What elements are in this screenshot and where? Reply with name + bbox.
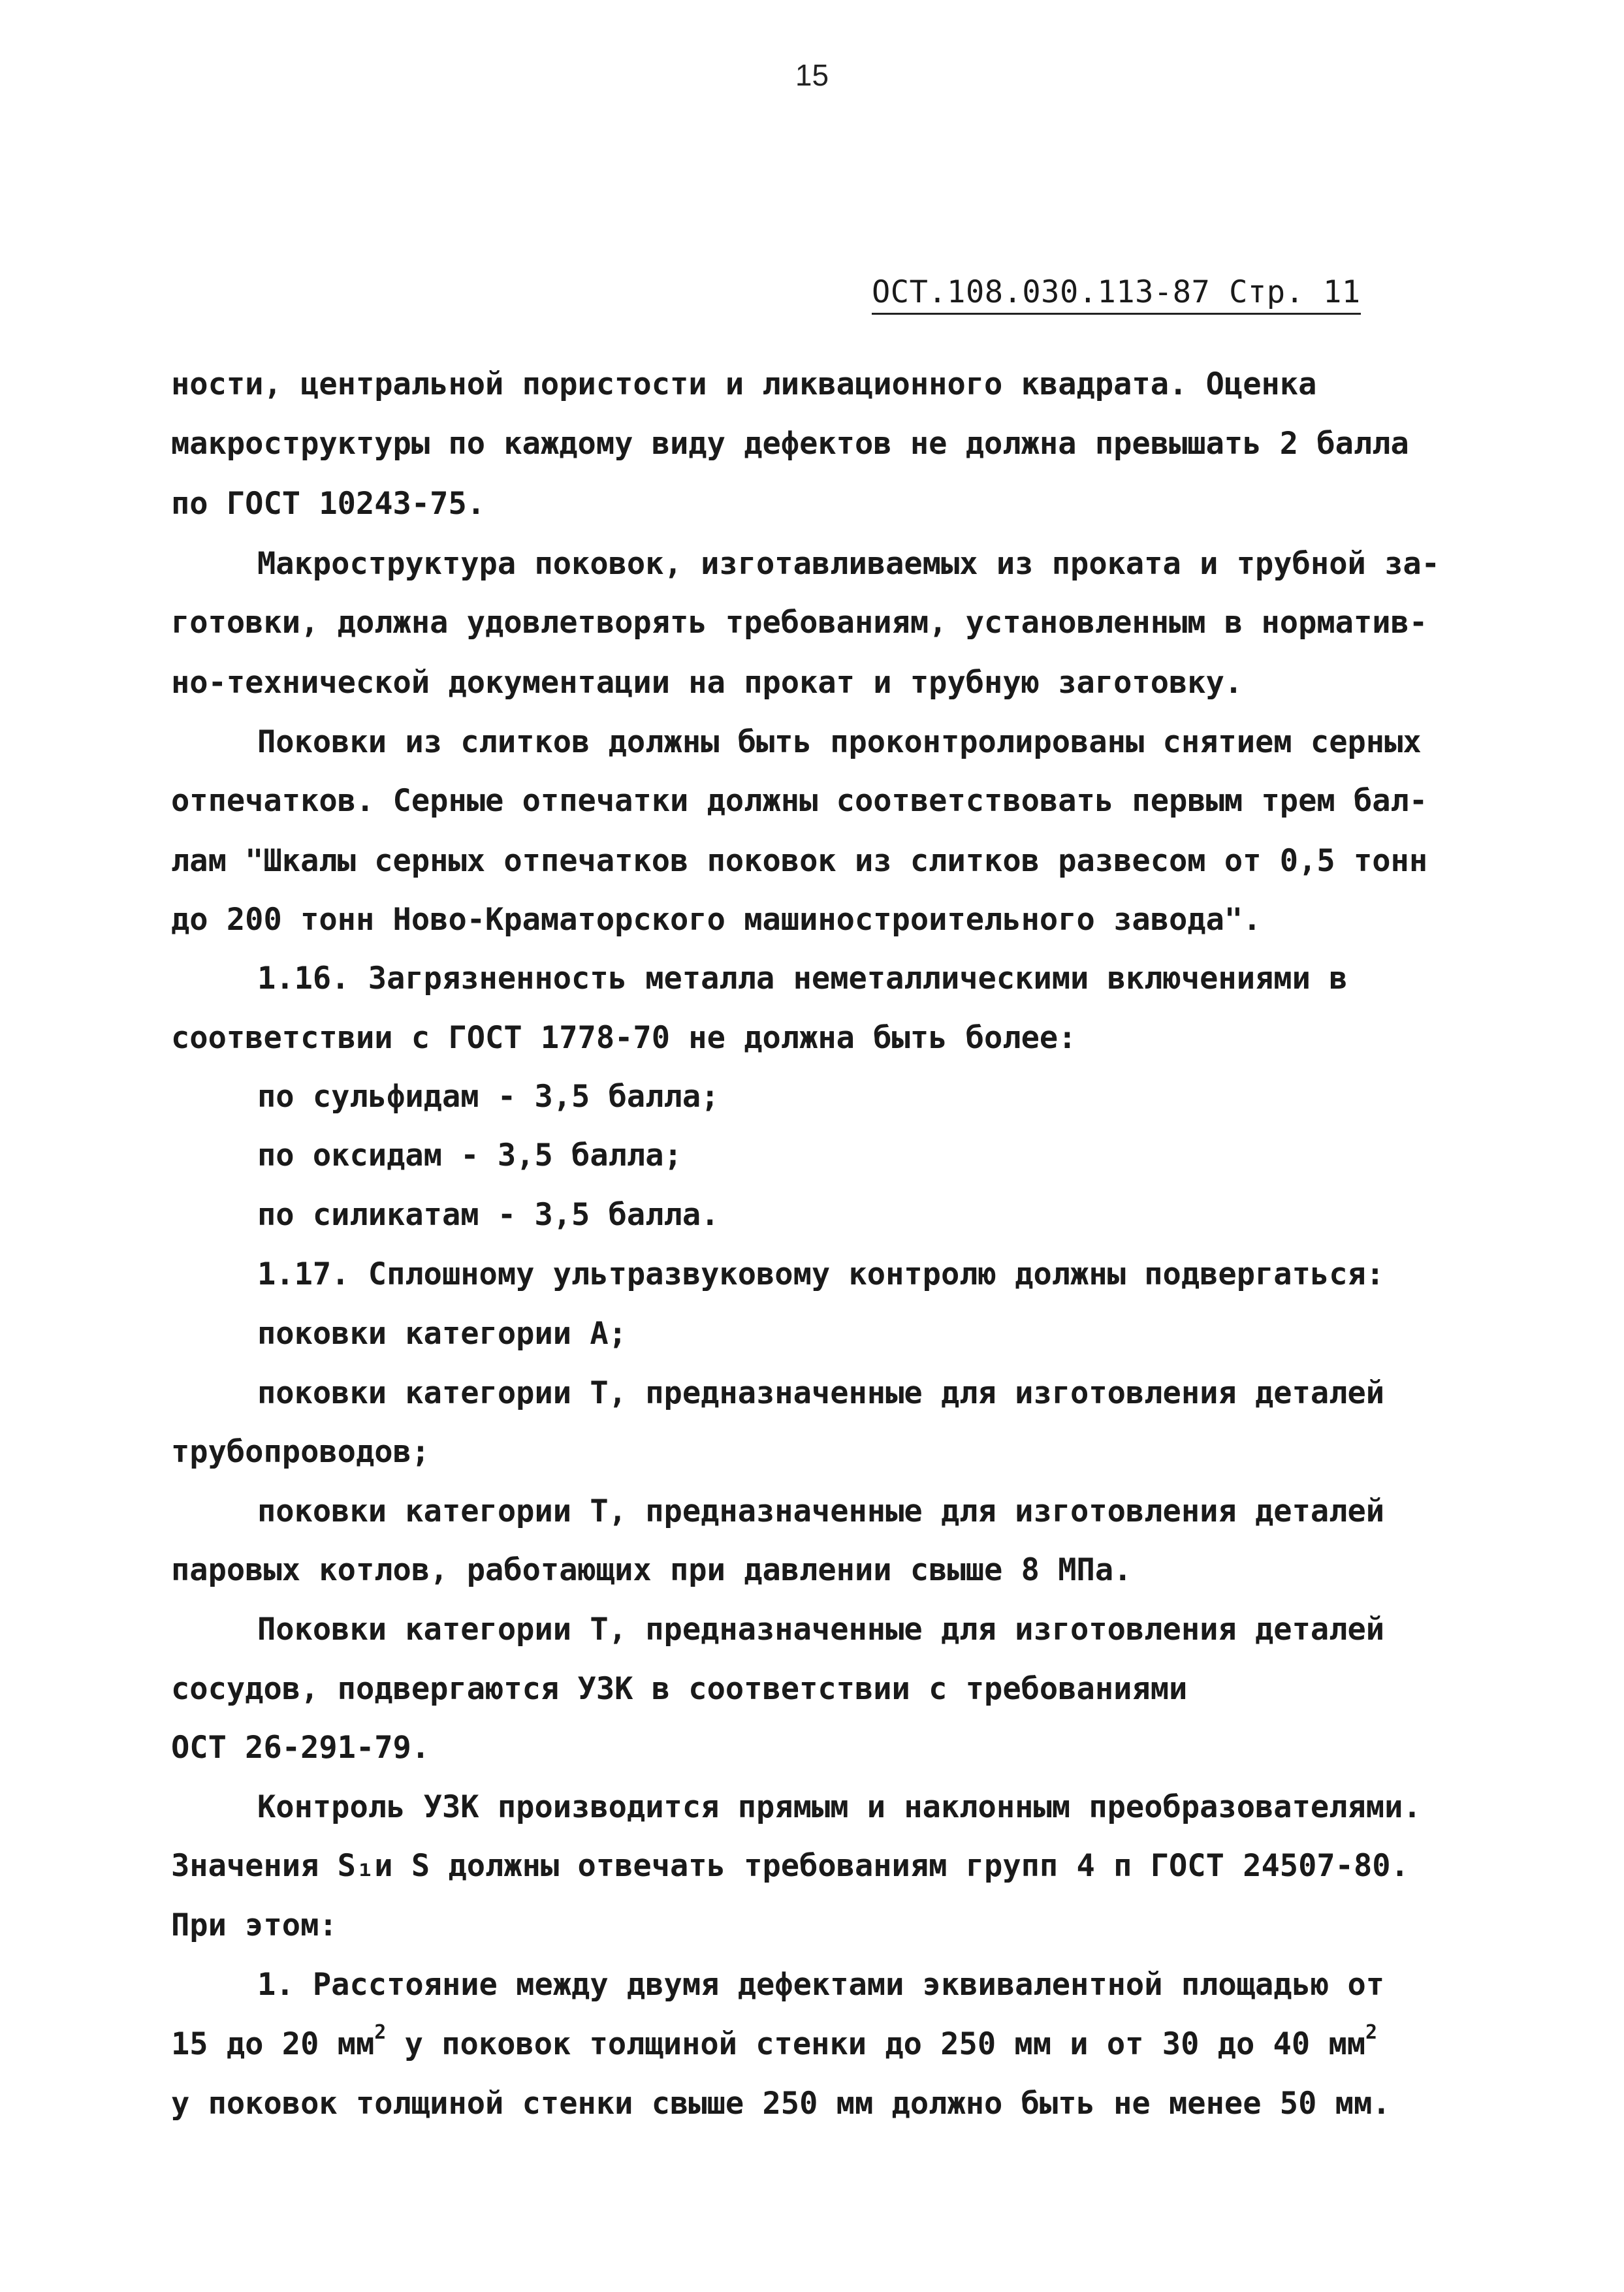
document-header: ОСТ.108.030.113-87 Стр. 11 <box>872 274 1361 315</box>
text-line: по сульфидам - 3,5 балла; <box>257 1079 720 1115</box>
text-line: сосудов, подвергаются УЗК в соответствии с требованиями <box>171 1671 1188 1707</box>
text-line: Макроструктура поковок, изготавливаемых из проката и трубной за- <box>257 546 1440 582</box>
text-line: 1.17. Сплошному ультразвуковому контролю должны подвергаться: <box>257 1256 1385 1292</box>
text-line: отпечатков. Серные отпечатки должны соответствовать первым трем бал- <box>171 783 1428 819</box>
text-line-with-superscript <box>171 2021 1378 2062</box>
text-line: ОСТ 26-291-79. <box>171 1730 430 1766</box>
text-line: но-технической документации на прокат и трубную заготовку. <box>171 665 1243 701</box>
text-line: паровых котлов, работающих при давлении свыше 8 МПа. <box>171 1552 1132 1588</box>
text-line: Поковки категории Т, предназначенные для изготовления деталей <box>257 1612 1385 1647</box>
text-line: 1.16. Загрязненность металла неметаллическими включениями в <box>257 961 1348 996</box>
superscript: 2 <box>1365 2021 1378 2044</box>
text-line: по ГОСТ 10243-75. <box>171 486 486 522</box>
text-line: При этом: <box>171 1907 338 1943</box>
text-line: Поковки из слитков должны быть проконтролированы снятием серных <box>257 724 1422 760</box>
page-number: 15 <box>795 58 829 92</box>
text-line: соответствии с ГОСТ 1778-70 не должна быть более: <box>171 1020 1077 1056</box>
text-line: Значения S₁и S должны отвечать требованиям групп 4 п ГОСТ 24507-80. <box>171 1848 1409 1884</box>
text-line: Контроль УЗК производится прямым и наклонным преобразователями. <box>257 1789 1422 1825</box>
text-line: у поковок толщиной стенки свыше 250 мм должно быть не менее 50 мм. <box>171 2086 1391 2122</box>
superscript: 2 <box>374 2021 387 2044</box>
text-fragment: 15 до 20 мм <box>171 2026 375 2062</box>
text-line: до 200 тонн Ново-Краматорского машиностроительного завода". <box>171 902 1262 938</box>
text-line: 1. Расстояние между двумя дефектами эквивалентной площадью от <box>257 1967 1385 2003</box>
text-line: готовки, должна удовлетворять требованиям, установленным в норматив- <box>171 605 1428 641</box>
text-line: по оксидам - 3,5 балла; <box>257 1138 682 1173</box>
text-line: поковки категории Т, предназначенные для изготовления деталей <box>257 1493 1385 1529</box>
text-line: ности, центральной пористости и ликвационного квадрата. Оценка <box>171 366 1317 402</box>
text-line: поковки категории А; <box>257 1316 627 1352</box>
text-line: макроструктуры по каждому виду дефектов не должна превышать 2 балла <box>171 426 1409 462</box>
text-line: трубопроводов; <box>171 1434 430 1470</box>
text-fragment: у поковок толщиной стенки до 250 мм и от 30 до 40 мм <box>386 2026 1366 2062</box>
text-line: поковки категории Т, предназначенные для изготовления деталей <box>257 1375 1385 1411</box>
text-line: лам "Шкалы серных отпечатков поковок из слитков развесом от 0,5 тонн <box>171 843 1428 879</box>
text-line: по силикатам - 3,5 балла. <box>257 1197 720 1233</box>
